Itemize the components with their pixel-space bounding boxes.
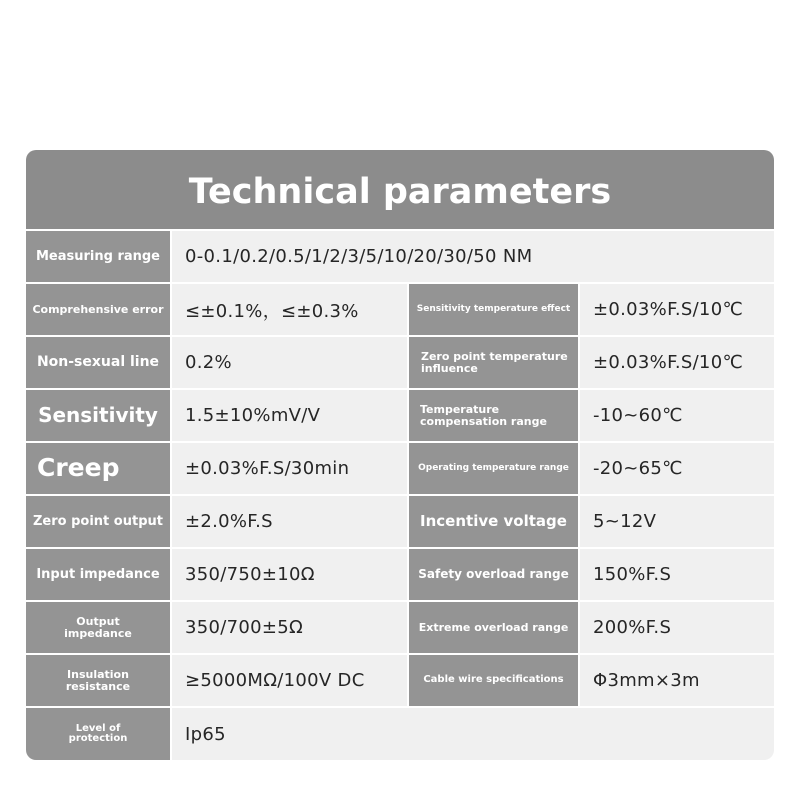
param-label-insulation-resistance: Insulation resistance <box>26 655 170 706</box>
param-label-incentive-voltage: Incentive voltage <box>409 496 578 547</box>
param-value-measuring-range: 0-0.1/0.2/0.5/1/2/3/5/10/20/30/50 NM <box>172 231 774 282</box>
param-value-operating-temperature-range: -20~65℃ <box>580 443 774 494</box>
param-value-input-impedance: 350/750±10Ω <box>172 549 407 600</box>
param-value-comprehensive-error: ≤±0.1%，≤±0.3% <box>172 284 407 335</box>
page-title: Technical parameters <box>26 150 774 229</box>
param-label-safety-overload-range: Safety overload range <box>409 549 578 600</box>
technical-parameters-card <box>26 150 774 760</box>
param-label-measuring-range: Measuring range <box>26 231 170 282</box>
param-label-sensitivity: Sensitivity <box>26 390 170 441</box>
param-value-incentive-voltage: 5~12V <box>580 496 774 547</box>
param-label-non-sexual-line: Non-sexual line <box>26 337 170 388</box>
param-value-safety-overload-range: 150%F.S <box>580 549 774 600</box>
param-value-zero-point-output: ±2.0%F.S <box>172 496 407 547</box>
param-label-input-impedance: Input impedance <box>26 549 170 600</box>
param-label-output-impedance: Output impedance <box>26 602 170 653</box>
param-label-comprehensive-error: Comprehensive error <box>26 284 170 335</box>
param-value-insulation-resistance: ≥5000MΩ/100V DC <box>172 655 407 706</box>
param-label-temperature-compensation-range: Temperature compensation range <box>409 390 578 441</box>
param-value-level-of-protection: Ip65 <box>172 708 774 760</box>
param-value-non-sexual-line: 0.2% <box>172 337 407 388</box>
param-label-sensitivity-temperature-effect: Sensitivity temperature effect <box>409 284 578 335</box>
param-label-creep: Creep <box>26 443 170 494</box>
param-label-zero-point-output: Zero point output <box>26 496 170 547</box>
param-value-cable-wire-specifications: Φ3mm×3m <box>580 655 774 706</box>
param-label-zero-point-temperature-influence: Zero point temperature influence <box>409 337 578 388</box>
param-value-output-impedance: 350/700±5Ω <box>172 602 407 653</box>
param-value-creep: ±0.03%F.S/30min <box>172 443 407 494</box>
param-value-sensitivity-temperature-effect: ±0.03%F.S/10℃ <box>580 284 774 335</box>
param-value-temperature-compensation-range: -10~60℃ <box>580 390 774 441</box>
param-value-extreme-overload-range: 200%F.S <box>580 602 774 653</box>
param-label-cable-wire-specifications: Cable wire specifications <box>409 655 578 706</box>
param-label-operating-temperature-range: Operating temperature range <box>409 443 578 494</box>
param-label-extreme-overload-range: Extreme overload range <box>409 602 578 653</box>
param-value-sensitivity: 1.5±10%mV/V <box>172 390 407 441</box>
param-value-zero-point-temperature-influence: ±0.03%F.S/10℃ <box>580 337 774 388</box>
param-label-level-of-protection: Level of protection <box>26 708 170 760</box>
